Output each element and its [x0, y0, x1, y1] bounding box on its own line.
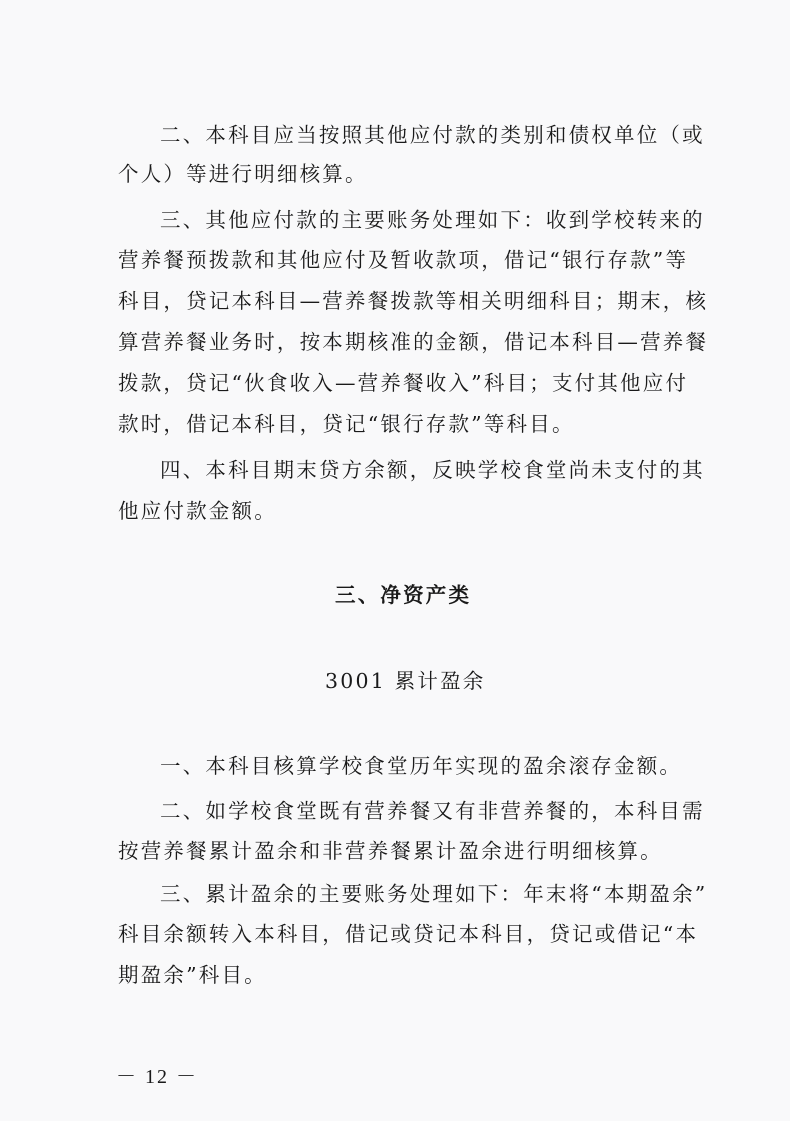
- paragraph-line: 科目，贷记本科目—营养餐拨款等相关明细科目；期末，核: [118, 289, 709, 313]
- paragraph-line: 二、如学校食堂既有营养餐又有非营养餐的，本科目需: [160, 799, 705, 823]
- paragraph-line: 一、本科目核算学校食堂历年实现的盈余滚存金额。: [160, 754, 683, 778]
- paragraph-line: 款时，借记本科目，贷记“银行存款”等科目。: [118, 412, 575, 436]
- category-heading: 三、净资产类: [335, 583, 472, 607]
- paragraph-line: 算营养餐业务时，按本期核准的金额，借记本科目—营养餐: [118, 330, 709, 354]
- page-number: － 12 －: [116, 1066, 198, 1088]
- account-heading: 3001 累计盈余: [325, 669, 486, 693]
- paragraph-line: 营养餐预拨款和其他应付及暂收款项，借记“银行存款”等: [118, 248, 689, 272]
- paragraph-line: 科目余额转入本科目，借记或贷记本科目，贷记或借记“本: [118, 922, 699, 946]
- paragraph-line: 四、本科目期末贷方余额，反映学校食堂尚未支付的其: [160, 458, 705, 482]
- paragraph-line: 三、其他应付款的主要账务处理如下：收到学校转来的: [160, 208, 705, 232]
- paragraph-line: 三、累计盈余的主要账务处理如下：年末将“本期盈余”: [160, 882, 708, 906]
- paragraph-line: 按营养餐累计盈余和非营养餐累计盈余进行明细核算。: [118, 839, 663, 863]
- paragraph-line: 拨款，贷记“伙食收入—营养餐收入”科目；支付其他应付: [118, 371, 689, 395]
- paragraph-line: 他应付款金额。: [118, 499, 277, 523]
- paragraph-line: 个人）等进行明细核算。: [118, 162, 368, 186]
- paragraph-line: 二、本科目应当按照其他应付款的类别和债权单位（或: [160, 123, 705, 147]
- paragraph-line: 期盈余”科目。: [118, 963, 267, 987]
